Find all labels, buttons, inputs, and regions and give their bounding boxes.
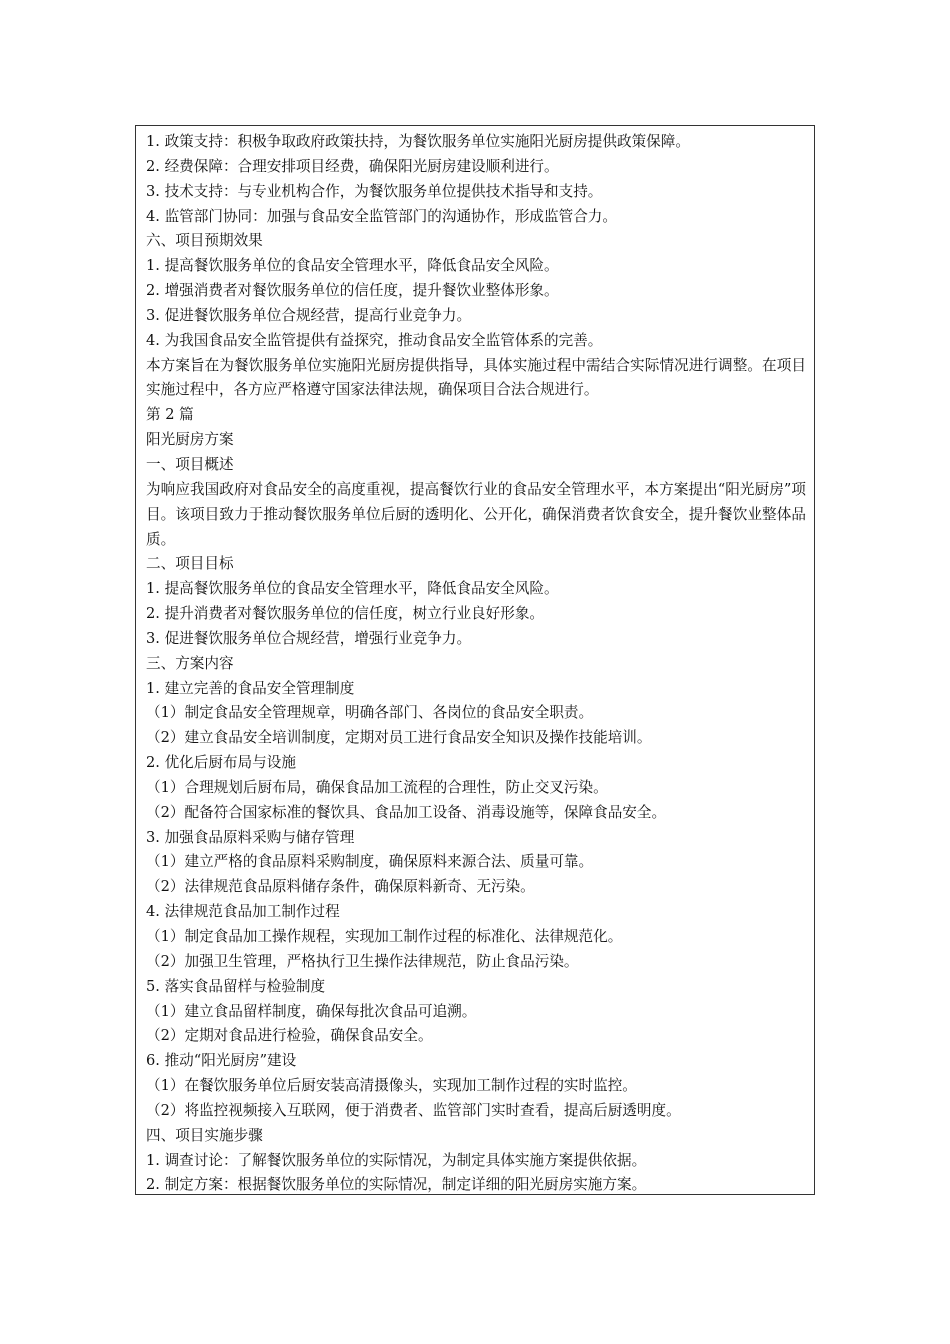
summary-paragraph: 本方案旨在为餐饮服务单位实施阳光厨房提供指导，具体实施过程中需结合实际情况进行调整。在项目实施过程中，各方应严格遵守国家法律法规，确保项目合法合规进行。 [146, 356, 806, 399]
effect-item-2: 2. 增强消费者对餐饮服务单位的信任度，提升餐饮业整体形象。 [146, 282, 559, 300]
plan-subitem-1-1: （1）制定食品安全管理规章，明确各部门、各岗位的食品安全职责。 [146, 704, 594, 722]
effect-item-4: 4. 为我国食品安全监管提供有益探究，推动食品安全监管体系的完善。 [146, 331, 603, 349]
step-item-1: 1. 调查讨论：了解餐饮服务单位的实际情况，为制定具体实施方案提供依据。 [146, 1151, 647, 1169]
content-table-cell [135, 125, 815, 1195]
plan-item-3: 3. 加强食品原料采购与储存管理 [146, 828, 355, 846]
plan-subitem-5-1: （1）建立食品留样制度，确保每批次食品可追溯。 [146, 1002, 477, 1020]
effect-item-3: 3. 促进餐饮服务单位合规经营，提高行业竞争力。 [146, 306, 472, 324]
goal-item-2: 2. 提升消费者对餐饮服务单位的信任度，树立行业良好形象。 [146, 605, 545, 623]
plan-subitem-3-1: （1）建立严格的食品原料采购制度，确保原料来源合法、质量可靠。 [146, 853, 594, 871]
plan-subitem-1-2: （2）建立食品安全培训制度，定期对员工进行食品安全知识及操作技能培训。 [146, 729, 652, 747]
plan-item-4: 4. 法律规范食品加工制作过程 [146, 903, 340, 921]
technical-support-item: 3. 技术支持：与专业机构合作，为餐饮服务单位提供技术指导和支持。 [146, 182, 603, 200]
effect-item-1: 1. 提高餐饮服务单位的食品安全管理水平，降低食品安全风险。 [146, 257, 559, 275]
plan-item-6: 6. 推动“阳光厨房”建设 [146, 1052, 297, 1070]
step-item-2: 2. 制定方案：根据餐饮服务单位的实际情况，制定详细的阳光厨房实施方案。 [146, 1176, 647, 1194]
plan-item-1: 1. 建立完善的食品安全管理制度 [146, 679, 355, 697]
goal-item-3: 3. 促进餐饮服务单位合规经营，增强行业竞争力。 [146, 629, 472, 647]
plan-subitem-2-1: （1）合理规划后厨布局，确保食品加工流程的合理性，防止交叉污染。 [146, 778, 608, 796]
plan-subitem-2-2: （2）配备符合国家标准的餐饮具、食品加工设备、消毒设施等，保障食品安全。 [146, 803, 667, 821]
plan-subitem-6-2: （2）将监控视频接入互联网，便于消费者、监管部门实时查看，提高后厨透明度。 [146, 1101, 681, 1119]
section-heading-expected-effects: 六、项目预期效果 [146, 232, 263, 250]
section-heading-plan-content: 三、方案内容 [146, 654, 234, 672]
document-title: 阳光厨房方案 [146, 431, 234, 449]
plan-subitem-6-1: （1）在餐饮服务单位后厨安装高清摄像头，实现加工制作过程的实时监控。 [146, 1077, 637, 1095]
plan-item-2: 2. 优化后厨布局与设施 [146, 754, 296, 772]
supervision-item: 4. 监管部门协同：加强与食品安全监管部门的沟通协作，形成监管合力。 [146, 207, 617, 225]
policy-support-item: 1. 政策支持：积极争取政府政策扶持，为餐饮服务单位实施阳光厨房提供政策保障。 [146, 133, 690, 150]
overview-paragraph: 为响应我国政府对食品安全的高度重视，提高餐饮行业的食品安全管理水平，本方案提出“阳光厨房”项目。该项目致力于推动餐饮服务单位后厨的透明化、公开化，确保消费者饮食安全，提升餐饮业整体品质。 [146, 480, 806, 548]
section-heading-overview: 一、项目概述 [146, 455, 234, 473]
plan-subitem-4-1: （1）制定食品加工操作规程，实现加工制作过程的标准化、法律规范化。 [146, 928, 623, 945]
goal-item-1: 1. 提高餐饮服务单位的食品安全管理水平，降低食品安全风险。 [146, 580, 559, 598]
plan-subitem-3-2: （2）法律规范食品原料储存条件，确保原料新奇、无污染。 [146, 878, 535, 896]
chapter-label: 第 2 篇 [146, 406, 194, 424]
plan-subitem-4-2: （2）加强卫生管理，严格执行卫生操作法律规范，防止食品污染。 [146, 952, 579, 970]
section-heading-goals: 二、项目目标 [146, 555, 234, 573]
funding-item: 2. 经费保障：合理安排项目经费，确保阳光厨房建设顺利进行。 [146, 157, 559, 175]
plan-item-5: 5. 落实食品留样与检验制度 [146, 977, 326, 995]
plan-subitem-5-2: （2）定期对食品进行检验，确保食品安全。 [146, 1027, 433, 1045]
section-heading-implementation-steps: 四、项目实施步骤 [146, 1126, 263, 1144]
